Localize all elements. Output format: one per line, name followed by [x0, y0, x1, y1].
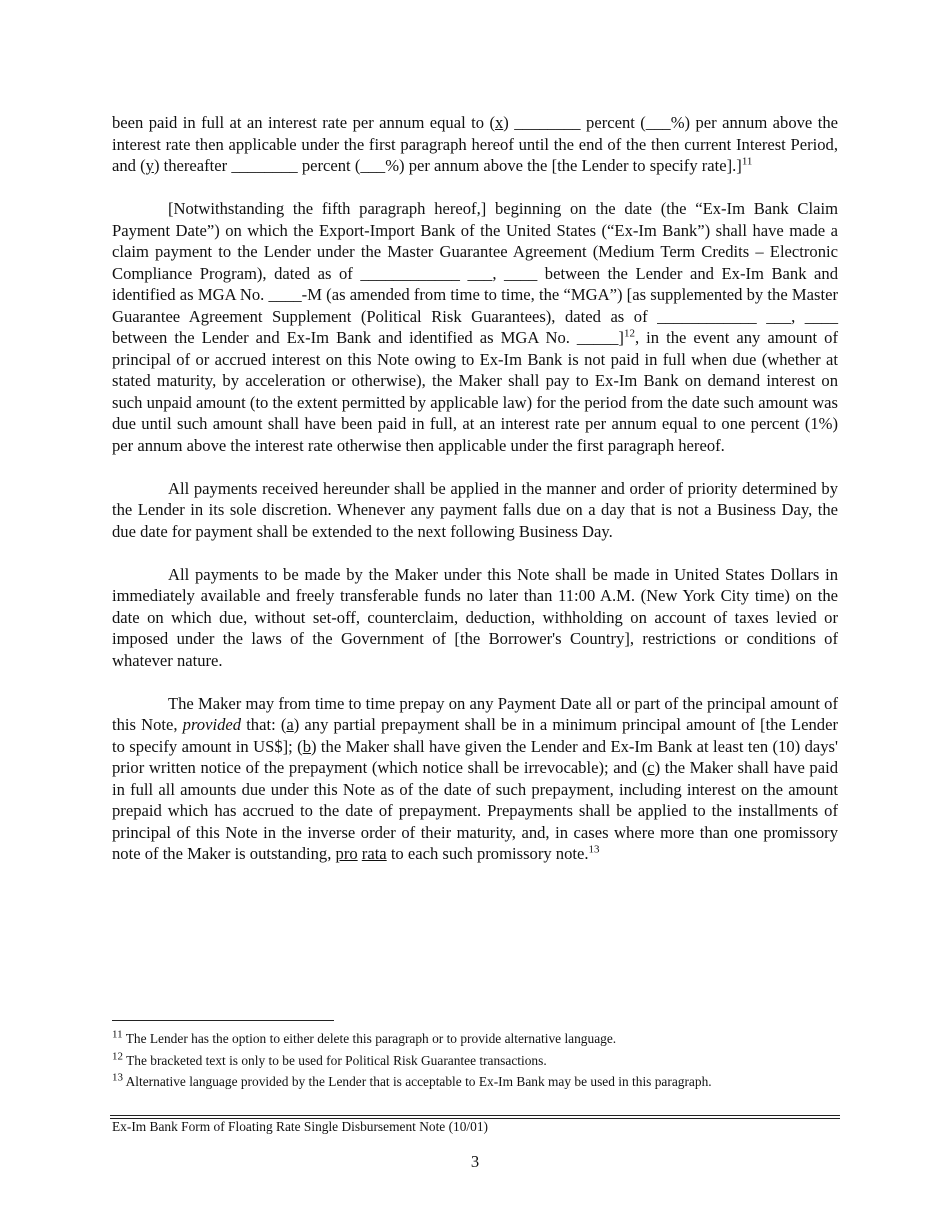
footnotes-section — [112, 1028, 838, 1093]
page-number: 3 — [470, 1152, 480, 1171]
footnote-ref-11: 11 — [741, 155, 753, 168]
clause-b-label: b — [302, 736, 311, 756]
footnote-ref-13: 13 — [588, 843, 600, 856]
rata-term: rata — [361, 844, 387, 863]
provided-term: provided — [182, 715, 242, 734]
paragraph-prepayment: The Maker may from time to time prepay on any Payment Date all or part of the principal amount of this Note, provided that: (a) any partial prepayment shall be in a minimum principal amount of [the Lender to specify amount in US$]; (b) the Maker shall have given the Lender and Ex-Im Bank at least ten (10) days' prior written notice of the prepayment (which notice shall be irrevocable); and (c) the Maker shall have paid in full all amounts due under this Note as of the date of such prepayment, including interest on the amount prepaid which has accrued to the date of prepayment. Prepayments shall be applied to the installments of principal of this Note in the inverse order of their maturity, and, in cases where more than one promissory note of the Maker is outstanding, pro rata to each such promissory note.$^{13}$ — [112, 693, 838, 863]
pro-term: pro — [335, 844, 358, 863]
footer-form-title: Ex-Im Bank Form of Floating Rate Single Disbursement Note (10/01) — [112, 1119, 489, 1134]
paragraph-default-interest-continued: been paid in full at an interest rate per annum equal to (x) ________ percent (___%) per annum above the interest rate then applicable under the first paragraph hereof until the end of the then current Interest Period, and (y) thereafter ________ percent (___%) per annum above the [the Lender to specify rate].]$^{11}$ — [112, 113, 838, 175]
paragraph-payment-currency: All payments to be made by the Maker under this Note shall be made in United States Dollars in immediately available and freely transferable funds no later than 11:00 A.M. (New York City time) on the date on which due, without set-off, counterclaim, deduction, withholding on account of taxes levied or imposed under the laws of the Government of [the Borrower's Country], restrictions or conditions of whatever nature. — [112, 564, 838, 670]
note-body — [112, 112, 838, 865]
clause-a-label: a — [286, 715, 294, 734]
footnote-12: $^{12}$ The bracketed text is only to be used for Political Risk Guarantee transactions. — [112, 1050, 547, 1068]
paragraph-payment-application: All payments received hereunder shall be applied in the manner and order of priority determined by the Lender in its sole discretion. Whenever any payment falls due on a day that is not a Business Day, the due date for payment shall be extended to the next following Business Day. — [112, 478, 838, 541]
clause-x-label: x — [494, 113, 504, 132]
footnote-11: $^{11}$ The Lender has the option to either delete this paragraph or to provide alternative language. — [112, 1028, 617, 1046]
clause-y-label: y — [145, 156, 154, 175]
paragraph-ex-im-claim-payment: [Notwithstanding the fifth paragraph hereof,] beginning on the date (the “Ex-Im Bank Claim Payment Date”) on which the Export-Import Bank of the United States (“Ex-Im Bank”) shall have made a claim payment to the Lender under the Master Guarantee Agreement (Medium Term Credits – Electronic Compliance Program), dated as of ____________ ___, ____ between the Lender and Ex-Im Bank and identified as MGA No. ____-M (as amended from time to time, the “MGA”) [as supplemented by the Master Guarantee Agreement Supplement (Political Risk Guarantees), dated as of ____________ ___, ____ between the Lender and Ex-Im Bank and identified as MGA No. _____]$^{12}$, in the event any amount of principal of or accrued interest on this Note owing to Ex-Im Bank is not paid in full when due (whether at stated maturity, by acceleration or otherwise), the Maker shall pay to Ex-Im Bank on demand interest on such unpaid amount (to the extent permitted by applicable law) for the period from the date such amount was due until such amount shall have been paid in full, at an interest rate per annum equal to one percent (1%) per annum above the interest rate otherwise then applicable under the first paragraph hereof. — [112, 199, 838, 455]
footnote-13: $^{13}$ Alternative language provided by the Lender that is acceptable to Ex-Im Bank may be used in this paragraph. — [112, 1071, 712, 1089]
clause-c-label: c — [647, 758, 655, 777]
footnote-ref-12: 12 — [623, 327, 635, 340]
footnote-separator — [112, 1020, 334, 1021]
